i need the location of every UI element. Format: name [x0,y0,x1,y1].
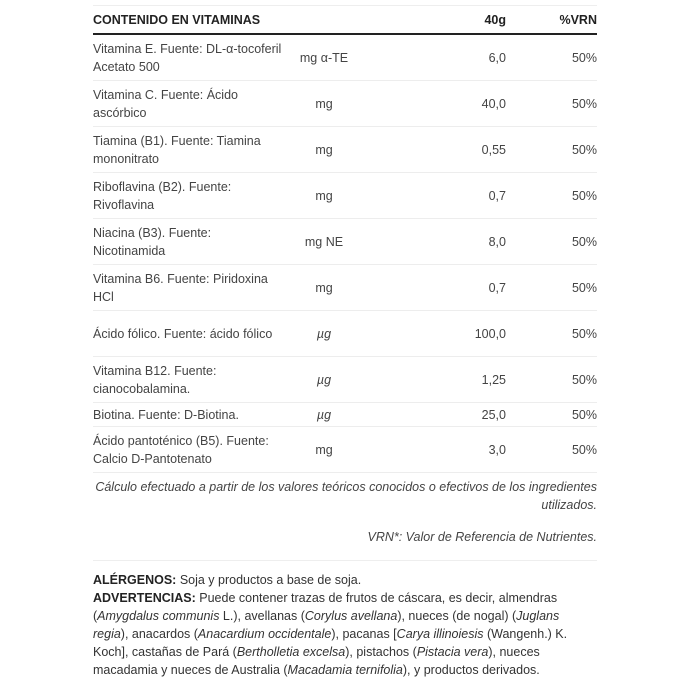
vitamin-amount: 25,0 [363,403,510,427]
table-row [93,219,597,265]
vitamin-amount: 40,0 [363,81,510,127]
warning-part: Puede contener trazas de frutos de cáscara, es decir, almendras ( [93,591,558,623]
vitamin-unit: µg [285,403,363,427]
table-footnotes [93,478,597,561]
header-amount: 40g [363,6,510,35]
vitamin-vrn: 50% [510,34,597,81]
vitamin-table [93,5,597,473]
table-row [93,403,597,427]
vitamin-unit: mg [285,427,363,473]
vitamin-info-document [93,0,597,679]
vitamin-vrn: 50% [510,427,597,473]
allergens-text: Soja y productos a base de soja. [176,573,362,587]
species-name: Amygdalus communis [97,609,220,623]
table-row [93,357,597,403]
table-row [93,427,597,473]
vitamin-name: Ácido pantoténico (B5). Fuente: Calcio D-Pantotenato [93,427,285,473]
vitamin-vrn: 50% [510,265,597,311]
table-row [93,34,597,81]
allergens-label: ALÉRGENOS: [93,573,177,587]
allergen-warnings [93,571,597,679]
vitamin-amount: 100,0 [363,311,510,357]
vrn-definition-note: VRN*: Valor de Referencia de Nutrientes. [367,530,597,544]
species-name: Juglans regia [93,609,560,641]
vitamin-unit: mg [285,173,363,219]
vitamin-unit: mg α-TE [285,34,363,81]
calculation-note: Cálculo efectuado a partir de los valores teóricos conocidos o efectivos de los ingredientes utilizados. [95,480,597,512]
vitamin-unit: µg [285,357,363,403]
vitamin-name: Vitamina B12. Fuente: cianocobalamina. [93,357,285,403]
vitamin-table-body [93,34,597,473]
warning-part: L.), avellanas ( [219,609,305,623]
table-row [93,127,597,173]
vitamin-vrn: 50% [510,403,597,427]
vitamin-vrn: 50% [510,311,597,357]
header-unit [285,6,363,35]
species-name: Corylus avellana [304,609,398,623]
species-name: Carya illinoiesis [396,627,484,641]
species-name: Pistacia vera [416,645,489,659]
table-row [93,311,597,357]
vitamin-name: Vitamina C. Fuente: Ácido ascórbico [93,81,285,127]
vitamin-vrn: 50% [510,173,597,219]
warning-part: ), pistachos ( [345,645,417,659]
header-vrn: %VRN [510,6,597,35]
warning-part: ), anacardos ( [120,627,198,641]
table-row [93,265,597,311]
table-row [93,173,597,219]
vitamin-amount: 0,55 [363,127,510,173]
warnings-paragraph [93,589,597,679]
table-header-row [93,6,597,35]
vitamin-name: Tiamina (B1). Fuente: Tiamina mononitrato [93,127,285,173]
vitamin-vrn: 50% [510,219,597,265]
vitamin-name: Riboflavina (B2). Fuente: Rivoflavina [93,173,285,219]
vitamin-name: Vitamina E. Fuente: DL-α-tocoferil Acetato 500 [93,34,285,81]
warning-part: (Wangenh.) K. Koch], castañas de Pará ( [93,627,568,659]
vitamin-amount: 0,7 [363,173,510,219]
vitamin-amount: 1,25 [363,357,510,403]
vitamin-vrn: 50% [510,127,597,173]
warning-part: ), nueces (de nogal) ( [397,609,517,623]
vitamin-unit: mg [285,81,363,127]
vitamin-unit: mg [285,127,363,173]
vitamin-name: Vitamina B6. Fuente: Piridoxina HCl [93,265,285,311]
vitamin-name: Niacina (B3). Fuente: Nicotinamida [93,219,285,265]
vitamin-unit: mg NE [285,219,363,265]
vitamin-name: Ácido fólico. Fuente: ácido fólico [93,311,285,357]
vitamin-amount: 0,7 [363,265,510,311]
vitamin-amount: 6,0 [363,34,510,81]
vitamin-unit: mg [285,265,363,311]
vitamin-vrn: 50% [510,357,597,403]
warning-part: ), pacanas [ [331,627,397,641]
allergens-line [93,571,597,589]
species-name: Macadamia ternifolia [287,663,403,677]
vitamin-unit: µg [285,311,363,357]
warning-part: ), nueces macadamia y nueces de Australia ( [93,645,540,677]
species-name: Bertholletia excelsa [236,645,346,659]
vitamin-name: Biotina. Fuente: D-Biotina. [93,403,285,427]
header-name: CONTENIDO EN VITAMINAS [93,6,285,35]
vitamin-amount: 8,0 [363,219,510,265]
vitamin-vrn: 50% [510,81,597,127]
warning-part: ), y productos derivados. [402,663,540,677]
table-row [93,81,597,127]
species-name: Anacardium occidentale [197,627,332,641]
vitamin-amount: 3,0 [363,427,510,473]
warnings-label: ADVERTENCIAS: [93,591,196,605]
